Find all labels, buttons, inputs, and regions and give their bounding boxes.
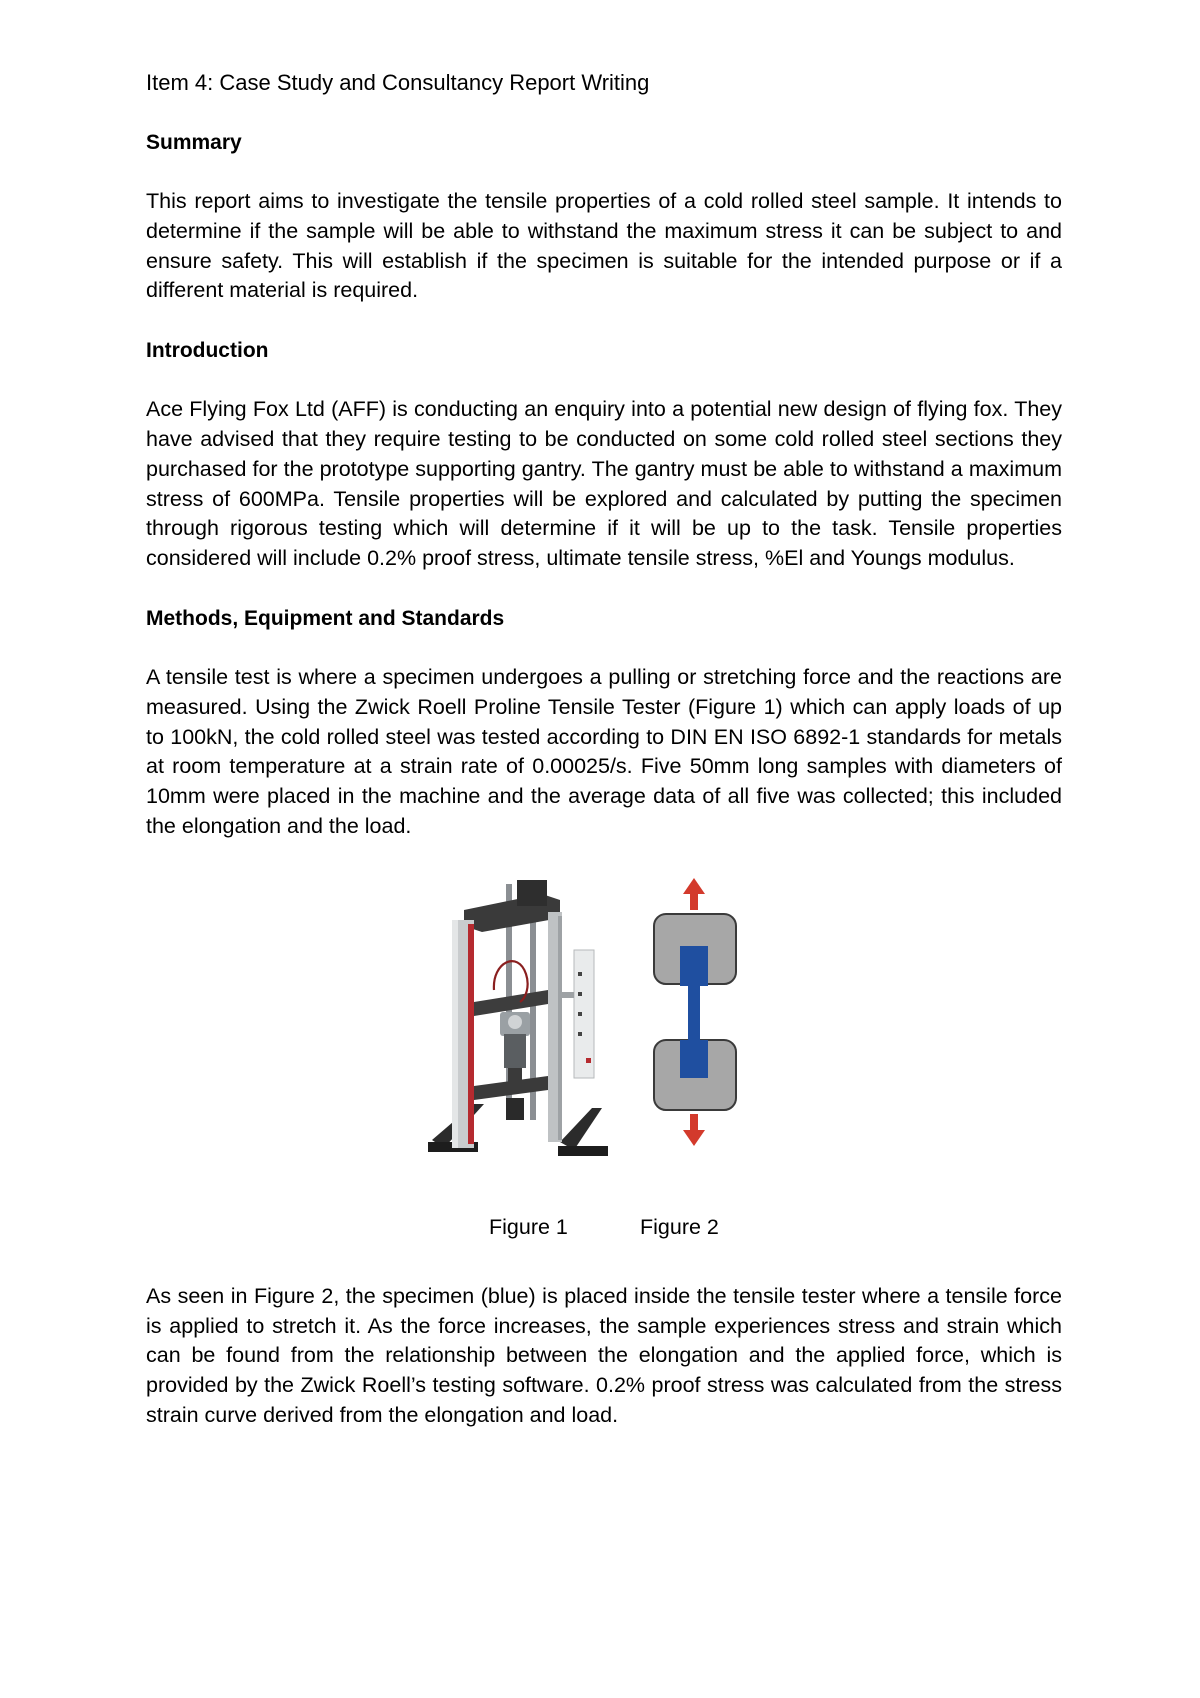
specimen-tension-diagram-icon <box>650 872 740 1152</box>
document-title: Item 4: Case Study and Consultancy Report Writing <box>146 70 650 95</box>
figure-1-caption: Figure 1 <box>489 1214 568 1239</box>
tension-arrow-down-icon <box>683 1114 705 1146</box>
tensile-tester-machine-icon <box>422 872 622 1172</box>
figures-explanation-paragraph: As seen in Figure 2, the specimen (blue) is placed inside the tensile tester where a tensile force is applied to stretch it. As the force increases, the sample experiences stress and strain which can be found from the relationship between the elongation and the applied force, which is provided by the Zwick Roell’s testing software. 0.2% proof stress was calculated from the stress strain curve derived from the elongation and load. <box>146 1283 1062 1427</box>
document-page <box>146 68 1062 1461</box>
methods-paragraph: A tensile test is where a specimen undergoes a pulling or stretching force and the reactions are measured. Using the Zwick Roell Proline Tensile Tester (Figure 1) which can apply loads of up to 100kN, the cold rolled steel was tested according to DIN EN ISO 6892-1 standards for metals at room temperature at a strain rate of 0.00025/s. Five 50mm long samples with diameters of 10mm were placed in the machine and the average data of all five was collected; this included the elongation and the load. <box>146 664 1062 838</box>
summary-paragraph: This report aims to investigate the tensile properties of a cold rolled steel sample. It intends to determine if the sample will be able to withstand the maximum stress it can be subject to and ensure safety. This will establish if the specimen is suitable for the intended purpose or if a different material is required. <box>146 189 1062 303</box>
methods-heading: Methods, Equipment and Standards <box>146 606 505 630</box>
introduction-heading: Introduction <box>146 339 269 363</box>
figure-2-caption: Figure 2 <box>640 1214 719 1239</box>
summary-heading: Summary <box>146 131 242 154</box>
introduction-paragraph: Ace Flying Fox Ltd (AFF) is conducting an enquiry into a potential new design of flying fox. They have advised that they require testing to be conducted on some cold rolled steel sections they purchased for the prototype supporting gantry. The gantry must be able to withstand a maximum stress of 600MPa. Tensile properties will be explored and calculated by putting the specimen through rigorous testing which will determine if it will be up to the task. Tensile properties considered will include 0.2% proof stress, ultimate tensile stress, %El and Youngs modulus. <box>146 397 1062 571</box>
tension-arrow-up-icon <box>683 878 705 910</box>
figures-row <box>146 872 1062 1282</box>
